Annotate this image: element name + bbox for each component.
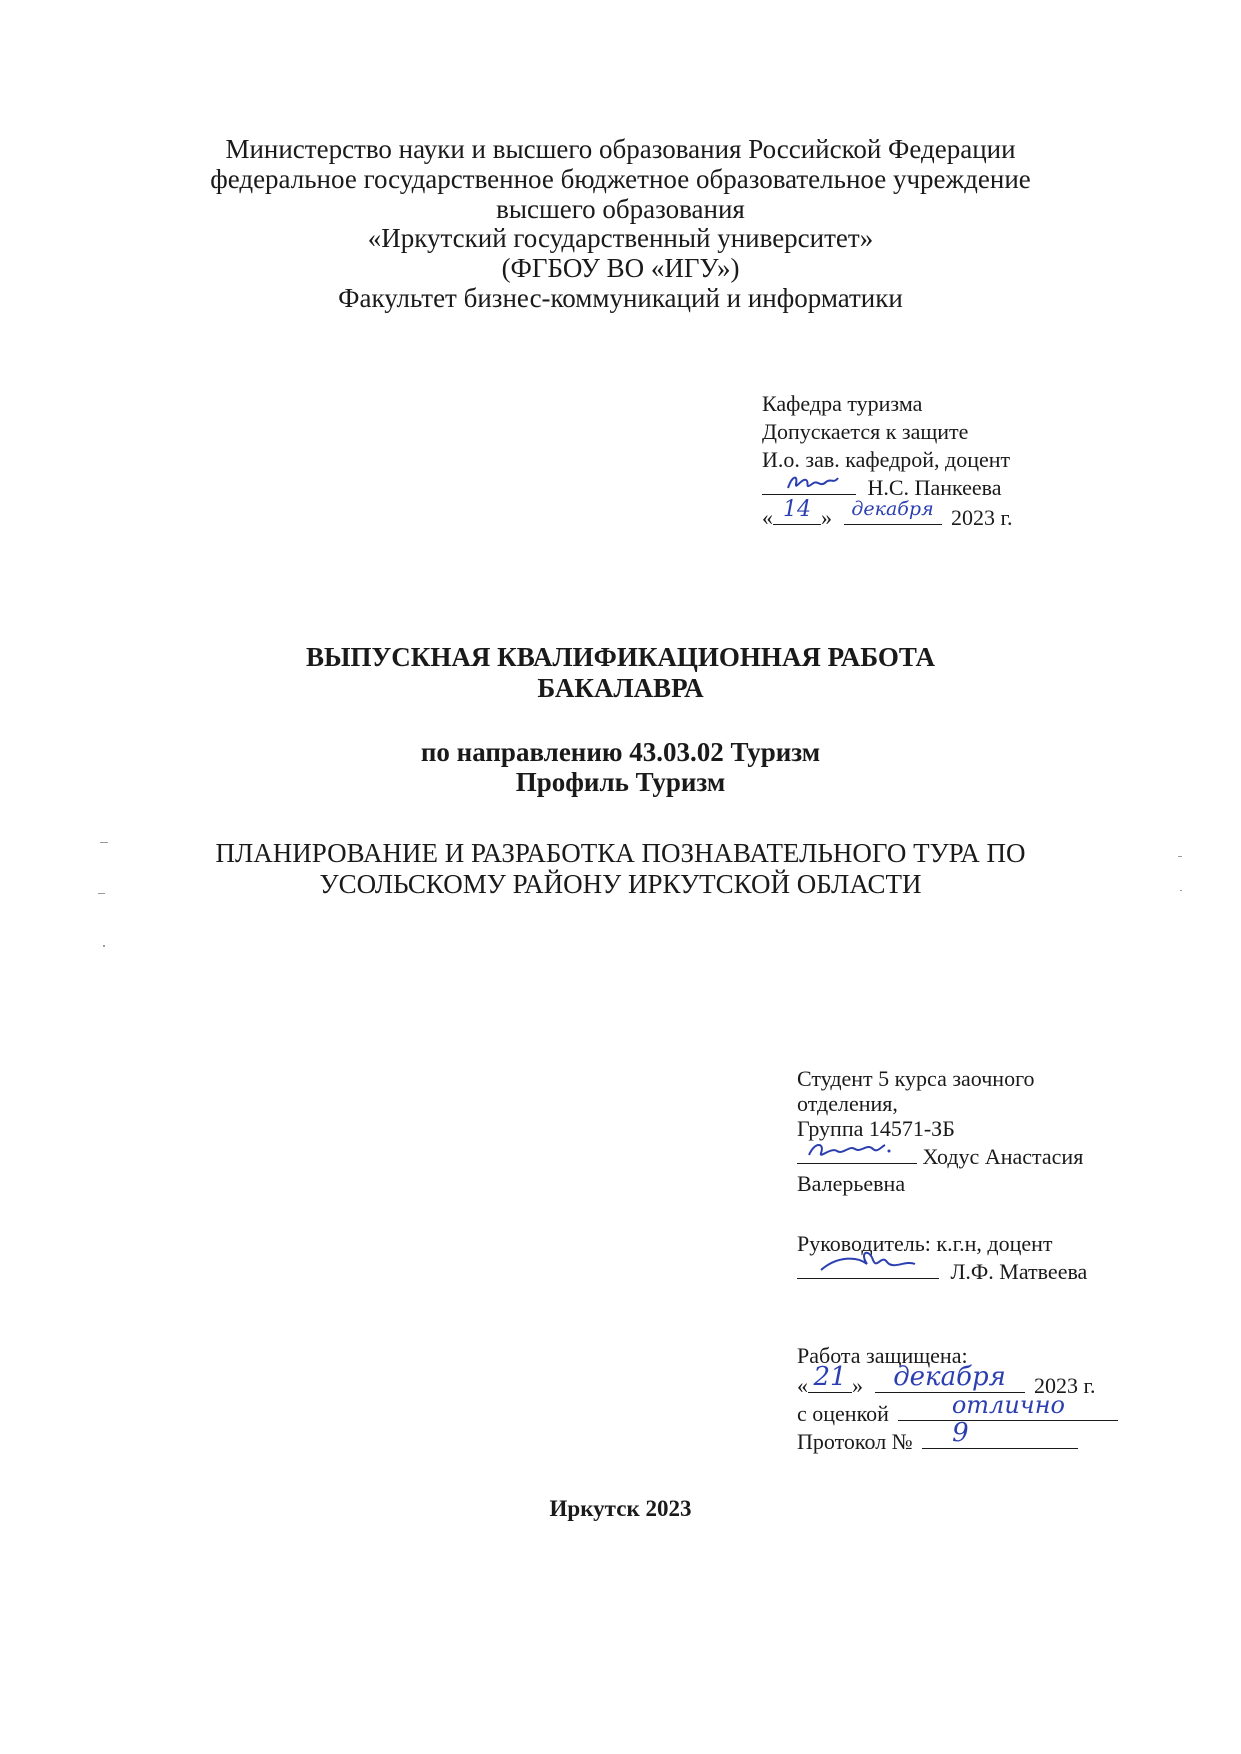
defense-quote-close: »: [852, 1373, 863, 1398]
month-field: [844, 498, 942, 525]
defense-year-value: 2023 г.: [1034, 1373, 1096, 1398]
scan-speck: [1180, 890, 1182, 891]
profile-line: Профиль Туризм: [515, 767, 726, 797]
department-line: Кафедра туризма: [762, 391, 923, 416]
quote-open: «: [762, 505, 773, 530]
student-department-line: отделения,: [797, 1091, 898, 1116]
supervisor-signature-field: [797, 1258, 939, 1279]
defense-day-value: 21: [813, 1362, 847, 1392]
work-title-line1: ВЫПУСКНАЯ КВАЛИФИКАЦИОННАЯ РАБОТА: [305, 642, 936, 672]
defense-month-field: [875, 1362, 1025, 1393]
university-abbr-line: (ФГБОУ ВО «ИГУ»): [501, 253, 740, 283]
topic-line2: УСОЛЬСКОМУ РАЙОНУ ИРКУТСКОЙ ОБЛАСТИ: [319, 869, 922, 899]
approval-date-line: [762, 497, 1013, 531]
topic-line1: ПЛАНИРОВАНИЕ И РАЗРАБОТКА ПОЗНАВАТЕЛЬНОГО ТУРА ПО: [215, 838, 1026, 868]
grade-field: [898, 1391, 1118, 1421]
head-signature-icon: [762, 470, 856, 496]
protocol-value: 9: [952, 1418, 969, 1448]
grade-value: отлично: [951, 1391, 1065, 1419]
scan-speck: [103, 945, 105, 947]
protocol-field: [922, 1418, 1078, 1449]
work-title-line2: БАКАЛАВРА: [537, 673, 704, 703]
student-patronymic-line: Валерьевна: [797, 1171, 906, 1196]
year-value: 2023 г.: [951, 505, 1013, 530]
signature-field: [762, 474, 856, 495]
protocol-line: [797, 1418, 1078, 1455]
supervisor-label: Руководитель: к.г.н, доцент: [797, 1231, 1053, 1256]
day-value: 14: [783, 497, 811, 522]
education-level-line: высшего образования: [496, 194, 745, 224]
head-position-line: И.о. зав. кафедрой, доцент: [762, 447, 1011, 472]
admitted-line: Допускается к защите: [762, 419, 969, 444]
month-value: декабря: [851, 498, 934, 520]
university-name-line: «Иркутский государственный университет»: [367, 223, 874, 253]
city-year: Иркутск 2023: [549, 1496, 692, 1521]
supervisor-signature-line: [797, 1258, 1087, 1285]
student-group-line: Группа 14571-ЗБ: [797, 1116, 955, 1141]
quote-close: »: [821, 505, 832, 530]
institution-type-line: федеральное государственное бюджетное образовательное учреждение: [210, 164, 1031, 194]
faculty-line: Факультет бизнес-коммуникаций и информатики: [338, 283, 903, 313]
head-name: Н.С. Панкеева: [867, 475, 1002, 500]
direction-line: по направлению 43.03.02 Туризм: [420, 737, 821, 767]
student-course-line: Студент 5 курса заочного: [797, 1066, 1035, 1091]
protocol-label: Протокол №: [797, 1429, 913, 1454]
defense-quote-open: «: [797, 1373, 808, 1398]
student-signature-icon: [797, 1137, 917, 1165]
defense-day-field: [808, 1362, 852, 1393]
student-name: Ходус Анастасия: [922, 1144, 1084, 1169]
ministry-line: Министерство науки и высшего образования Российской Федерации: [225, 134, 1016, 164]
scan-speck: [98, 893, 105, 894]
defense-label: Работа защищена:: [797, 1343, 968, 1368]
supervisor-name: Л.Ф. Матвеева: [950, 1259, 1088, 1284]
scan-speck: [100, 842, 108, 843]
scan-speck: [1178, 856, 1182, 857]
student-signature-field: [797, 1143, 917, 1164]
supervisor-signature-icon: [797, 1246, 939, 1280]
student-signature-line: [797, 1143, 1083, 1170]
defense-month-value: декабря: [893, 1362, 1006, 1392]
day-field: [773, 497, 821, 525]
grade-label: с оценкой: [797, 1401, 889, 1426]
